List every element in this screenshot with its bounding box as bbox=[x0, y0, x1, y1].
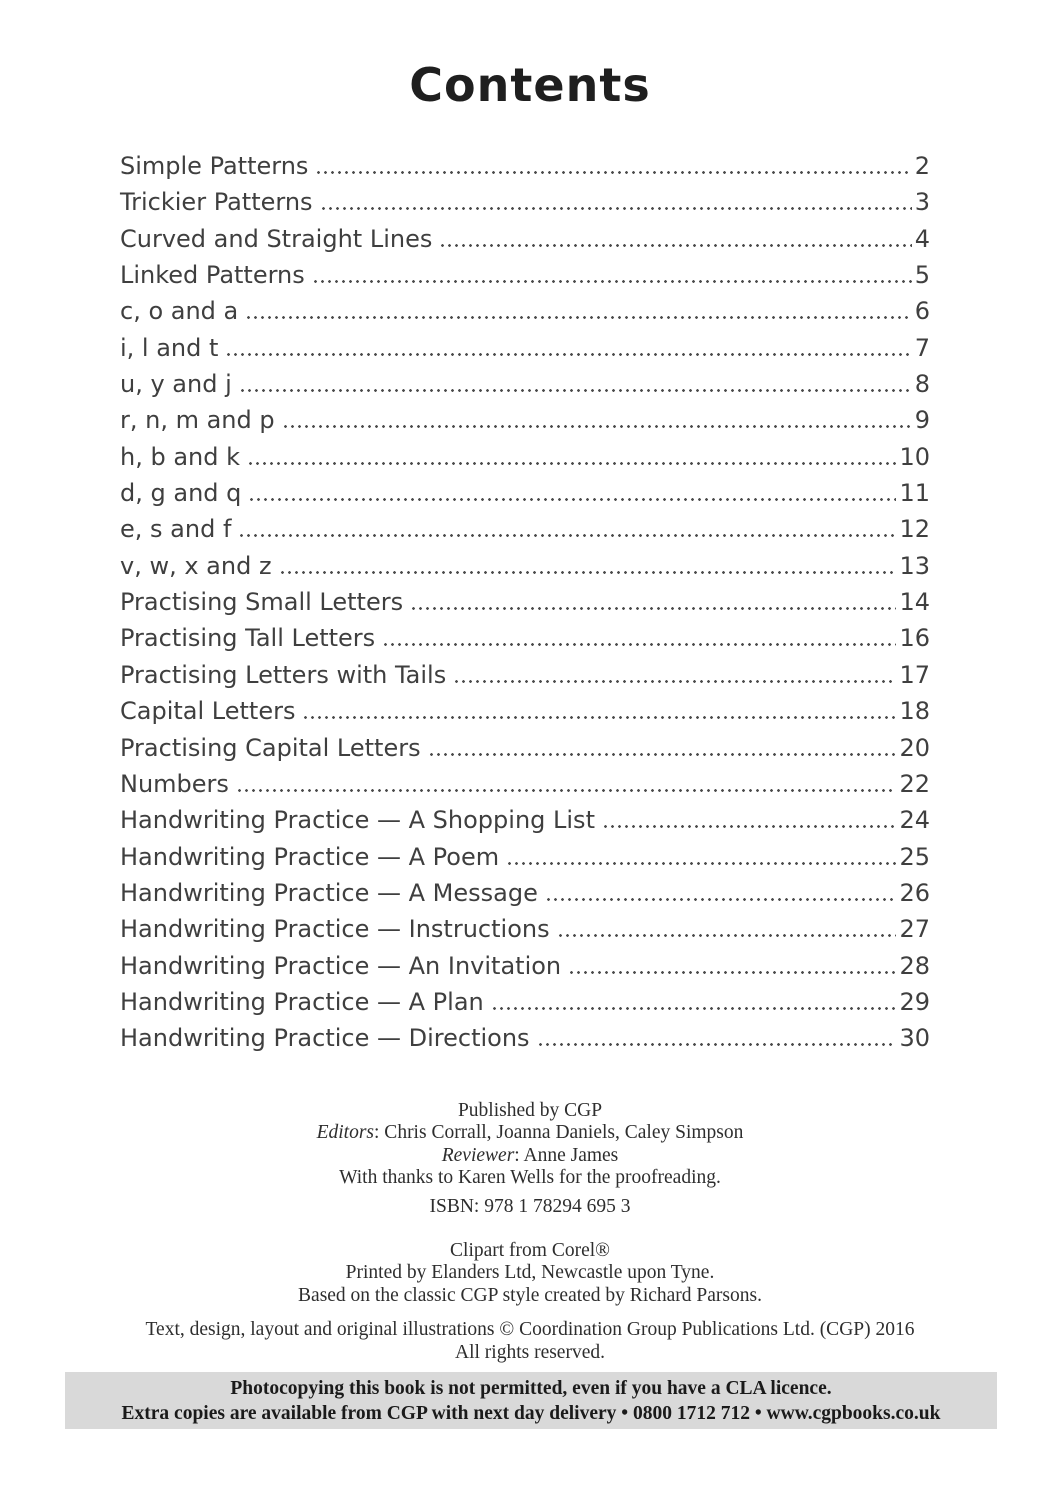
toc-entry-label: Handwriting Practice — Directions bbox=[120, 1024, 530, 1053]
toc-entry-label: Numbers bbox=[120, 769, 229, 798]
toc-row bbox=[120, 334, 930, 370]
toc-entry-page: 10 bbox=[899, 442, 930, 471]
toc-entry-label: Curved and Straight Lines bbox=[120, 224, 433, 253]
editors-line bbox=[0, 1122, 1060, 1144]
publisher-block bbox=[0, 1100, 1060, 1364]
toc-entry-page: 25 bbox=[899, 842, 930, 871]
leader-dots bbox=[506, 862, 896, 865]
extra-copies-notice: Extra copies are available from CGP with next day delivery • 0800 1712 712 • www.cgpbooks.co.uk bbox=[121, 1403, 941, 1424]
toc-entry-page: 27 bbox=[899, 915, 930, 944]
reviewer-label: Reviewer bbox=[441, 1144, 515, 1166]
toc-row bbox=[120, 225, 930, 261]
toc-entry-page: 20 bbox=[899, 733, 930, 762]
toc-row bbox=[120, 297, 930, 333]
toc-row bbox=[120, 843, 930, 879]
toc-entry-page: 18 bbox=[899, 697, 930, 726]
toc-entry-page: 17 bbox=[899, 660, 930, 689]
leader-dots bbox=[248, 498, 896, 501]
leader-dots bbox=[545, 898, 897, 901]
toc-row bbox=[120, 1024, 930, 1060]
leader-dots bbox=[491, 1007, 897, 1010]
editors-label: Editors bbox=[316, 1122, 375, 1144]
leader-dots bbox=[453, 680, 896, 683]
clipart-line: Clipart from Corel® bbox=[450, 1240, 610, 1262]
toc-entry-label: Capital Letters bbox=[120, 697, 296, 726]
toc-entry-page: 2 bbox=[914, 152, 930, 180]
toc-entry-page: 8 bbox=[914, 370, 930, 399]
toc-entry-page: 7 bbox=[914, 333, 930, 362]
toc-row bbox=[120, 479, 930, 515]
rights-line: All rights reserved. bbox=[454, 1341, 605, 1363]
toc-entry-label: Practising Letters with Tails bbox=[120, 660, 447, 689]
toc-entry-label: Practising Tall Letters bbox=[120, 624, 376, 653]
leader-dots bbox=[602, 825, 896, 828]
toc-row bbox=[120, 770, 930, 806]
toc-entry-label: Practising Small Letters bbox=[120, 588, 404, 617]
toc-row bbox=[120, 915, 930, 951]
toc-row bbox=[120, 588, 930, 624]
toc-entry-page: 30 bbox=[899, 1024, 930, 1053]
thanks-line: With thanks to Karen Wells for the proofreading. bbox=[339, 1167, 721, 1189]
editors-names: : Chris Corrall, Joanna Daniels, Caley Simpson bbox=[374, 1122, 744, 1144]
toc-entry-label: Linked Patterns bbox=[120, 261, 305, 290]
toc-entry-label: v, w, x and z bbox=[120, 551, 272, 580]
toc-entry-label: Handwriting Practice — Instructions bbox=[120, 915, 550, 944]
leader-dots bbox=[537, 1043, 897, 1046]
leader-dots bbox=[320, 207, 912, 210]
toc-entry-page: 14 bbox=[899, 588, 930, 617]
leader-dots bbox=[439, 244, 911, 247]
leader-dots bbox=[382, 643, 896, 646]
leader-dots bbox=[557, 934, 897, 937]
toc-entry-label: Handwriting Practice — A Shopping List bbox=[120, 806, 595, 835]
toc-entry-page: 16 bbox=[899, 624, 930, 653]
toc-row bbox=[120, 552, 930, 588]
toc-entry-label: u, y and j bbox=[120, 370, 232, 399]
toc-row bbox=[120, 806, 930, 842]
toc-entry-page: 22 bbox=[899, 769, 930, 798]
toc-row bbox=[120, 261, 930, 297]
toc-entry-label: Practising Capital Letters bbox=[120, 733, 421, 762]
toc-row bbox=[120, 406, 930, 442]
toc-entry-label: Handwriting Practice — A Poem bbox=[120, 842, 500, 871]
toc-entry-page: 28 bbox=[899, 951, 930, 980]
toc-entry-page: 4 bbox=[914, 224, 930, 253]
toc-entry-page: 3 bbox=[914, 188, 930, 217]
published-by-line: Published by CGP bbox=[457, 1100, 603, 1121]
toc-entry-page: 9 bbox=[914, 406, 930, 435]
toc-entry-page: 29 bbox=[899, 987, 930, 1016]
leader-dots bbox=[302, 716, 896, 719]
leader-dots bbox=[428, 753, 897, 756]
leader-dots bbox=[236, 789, 897, 792]
page-title: Contents bbox=[409, 58, 651, 112]
toc-entry-label: h, b and k bbox=[120, 442, 241, 471]
toc-entry-label: Handwriting Practice — A Plan bbox=[120, 987, 484, 1016]
toc-row bbox=[120, 988, 930, 1024]
toc-entry-label: r, n, m and p bbox=[120, 406, 275, 435]
toc-entry-label: c, o and a bbox=[120, 297, 239, 326]
toc-entry-label: Handwriting Practice — An Invitation bbox=[120, 951, 562, 980]
leader-dots bbox=[410, 607, 896, 610]
toc-entry-label: e, s and f bbox=[120, 515, 232, 544]
toc-row bbox=[120, 734, 930, 770]
toc-row bbox=[120, 879, 930, 915]
based-on-line: Based on the classic CGP style created by Richard Parsons. bbox=[298, 1284, 762, 1306]
toc-row bbox=[120, 697, 930, 733]
toc-entry-page: 26 bbox=[899, 878, 930, 907]
photocopy-notice: Photocopying this book is not permitted, even if you have a CLA licence. bbox=[230, 1378, 832, 1399]
toc-row bbox=[120, 152, 930, 188]
toc-row bbox=[120, 952, 930, 988]
copyright-block bbox=[0, 1319, 1060, 1364]
leader-dots bbox=[239, 389, 912, 392]
toc-entry-label: i, l and t bbox=[120, 333, 219, 362]
toc-entry-label: Handwriting Practice — A Message bbox=[120, 878, 538, 907]
toc-row bbox=[120, 661, 930, 697]
toc-entry-label: Trickier Patterns bbox=[120, 188, 313, 217]
toc-row bbox=[120, 443, 930, 479]
toc-entry-label: Simple Patterns bbox=[120, 152, 309, 180]
printed-line: Printed by Elanders Ltd, Newcastle upon Tyne. bbox=[345, 1262, 715, 1284]
footer-notice-bar bbox=[65, 1372, 997, 1429]
isbn-line: ISBN: 978 1 78294 695 3 bbox=[429, 1195, 631, 1217]
toc-row bbox=[120, 624, 930, 660]
leader-dots bbox=[312, 280, 912, 283]
leader-dots bbox=[568, 971, 896, 974]
toc-entry-label: d, g and q bbox=[120, 479, 242, 508]
toc-row bbox=[120, 515, 930, 551]
toc-entry-page: 5 bbox=[914, 261, 930, 290]
leader-dots bbox=[282, 425, 912, 428]
copyright-line: Text, design, layout and original illustrations © Coordination Group Publications Ltd. (CGP) 2016 bbox=[145, 1319, 915, 1341]
toc-entry-page: 24 bbox=[899, 806, 930, 835]
credits-block bbox=[0, 1240, 1060, 1307]
leader-dots bbox=[315, 171, 911, 174]
leader-dots bbox=[247, 462, 896, 465]
toc-entry-page: 6 bbox=[914, 297, 930, 326]
leader-dots bbox=[279, 571, 897, 574]
toc-entry-page: 12 bbox=[899, 515, 930, 544]
toc-row bbox=[120, 370, 930, 406]
reviewer-name: : Anne James bbox=[514, 1144, 619, 1166]
toc-list bbox=[120, 152, 930, 1061]
leader-dots bbox=[238, 534, 896, 537]
toc-entry-page: 11 bbox=[899, 479, 930, 508]
leader-dots bbox=[225, 353, 911, 356]
leader-dots bbox=[245, 316, 911, 319]
reviewer-line bbox=[0, 1145, 1060, 1167]
toc-entry-page: 13 bbox=[899, 551, 930, 580]
toc-row bbox=[120, 188, 930, 224]
